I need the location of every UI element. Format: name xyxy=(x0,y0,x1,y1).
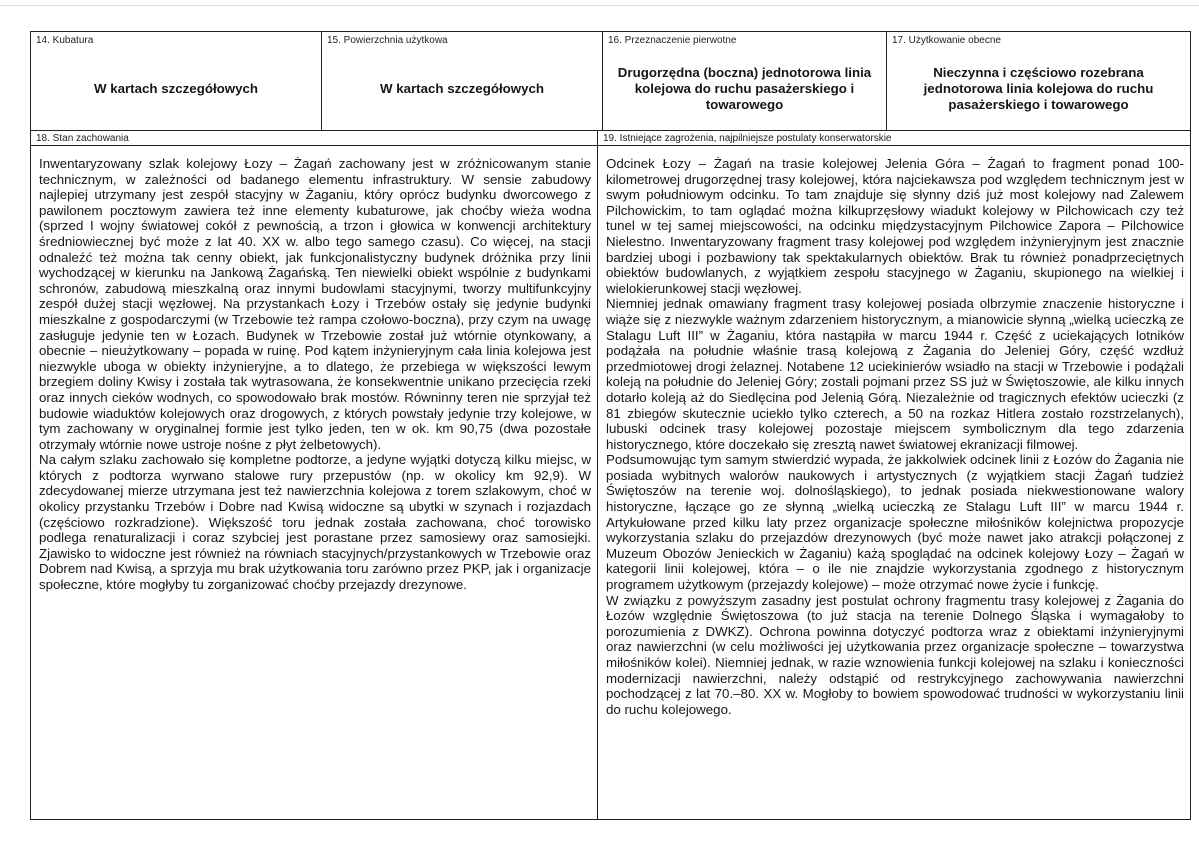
section-label: 18. Stan zachowania xyxy=(36,133,129,144)
field-label: 15. Powierzchnia użytkowa xyxy=(327,35,448,46)
section-zagrozenia xyxy=(598,131,1190,819)
section-stan-zachowania xyxy=(31,131,598,819)
attributes-row xyxy=(31,32,1190,131)
section-body xyxy=(606,156,1184,717)
field-value: W kartach szczegółowych xyxy=(379,81,545,96)
section-label: 19. Istniejące zagrożenia, najpilniejsze postulaty konserwatorskie xyxy=(603,133,892,144)
field-przeznaczenie xyxy=(603,32,887,130)
paragraph: Odcinek Łozy – Żagań na trasie kolejowej Jelenia Góra – Żagań to fragment ponad 100-kilometrowej drugorzędnej trasy kolejowej, która najciekawsza pod względem technicznym jest w swym południowym odcinku. To tam znajduje się słynny dziś już most kolejowy nad Zalewem Pilchowickim, to tam oglądać można kilkuprzęsłowy wiadukt kolejowy w Pilchowicach czy też tunel w tej samej miejscowości, na odcinku międzystacyjnym Pilchowice Zapora – Pilchowice Nielestno. Inwentaryzowany fragment trasy kolejowej pod względem inżynieryjnym jest znacznie bardziej ubogi i pozbawiony tak spektakularnych obiektów. Brak tu również ponadprzeciętnych obiektów budowlanych, z wyjątkiem zespołu stacyjnego w Żaganiu, skupionego na wielkiej i wielokierunkowej stacji węzłowej. xyxy=(606,156,1184,296)
field-kubatura xyxy=(31,32,322,130)
paragraph: Na całym szlaku zachowało się kompletne podtorze, a jedyne wyjątki dotyczą kilku miejsc, w których z podtorza wyrwano stalowe rury przepustów (np. w okolicy km 92,9). W zdecydowanej mierze utrzymana jest też nawierzchnia kolejowa z torem szlakowym, choć w okolicy przystanku Trzebów i Dobre nad Kwisą widoczne są ubytki w szynach i rozjazdach (częściowo rozkradzione). Większość toru jednak została zachowana, choć torowisko podlega renaturalizacji i coraz szybciej jest porastane przez samosiewy oraz samosiejki. Zjawisko to widoczne jest również na równiach stacyjnych/przystankowych w Trzebowie oraz Dobrem nad Kwisą, a sprzyja mu brak użytkowania toru zarówno przez PKP, jak i organizacje społeczne, które mogłyby tu zorganizować choćby przejazdy drezynowe. xyxy=(39,452,591,593)
heritage-record-card xyxy=(30,31,1191,820)
paragraph: W związku z powyższym zasadny jest postulat ochrony fragmentu trasy kolejowej z Żagania do Łozów względnie Świętoszowa (to już stacja na terenie Dolnego Śląska i wymagałoby to porozumienia z DWKZ). Ochrona powinna dotyczyć podtorza wraz z obiektami inżynieryjnymi oraz nawierzchni (w celu możliwości jej użytkowania przez organizacje społeczne – towarzystwa miłośników kolei). Niemniej jednak, w razie wznowienia funkcji kolejowej na szlaku i konieczności modernizacji nawierzchni, należy odstąpić od restrykcyjnego zachowywania nawierzchni pochodzącej z lat 70.–80. XX w. Mogłoby to bowiem spowodować trudności w wykorzystaniu linii do ruchu kolejowego. xyxy=(606,592,1184,717)
field-value: Nieczynna i częściowo rozebrana jednotorowa linia kolejowa do ruchu pasażerskiego i towarowego xyxy=(923,65,1154,112)
paragraph: Niemniej jednak omawiany fragment trasy kolejowej posiada olbrzymie znaczenie historyczne i wiąże się z niezwykle ważnym zdarzeniem historycznym, a mianowicie słynną „wielką ucieczką ze Stalagu Luft III” w Żaganiu, która nastąpiła w marcu 1944 r. Część z uciekających lotników podążała na południe właśnie trasą kolejową z Żagania do Jeleniej Góry, część wzdłuż przedmiotowej drogi żelaznej. Notabene 12 uciekinierów wsiadło na stacji w Trzebowie i podążali koleją na południe do Jeleniej Góry; zostali pojmani przez SS już w Świętoszowie, ale kilku innych dotarło koleją aż do Siedlęcina pod Jelenią Górą. Niezależnie od tragicznych efektów ucieczki (z 81 zbiegów skutecznie uciekło tylko czterech, a 50 na rozkaz Hitlera zostało rozstrzelanych), lubuski odcinek trasy kolejowej pozostaje miejscem symbolicznym dla tego zdarzenia historycznego, które doczekało się zresztą nawet światowej ekranizacji filmowej. xyxy=(606,296,1184,452)
field-uzytkowanie xyxy=(887,32,1190,130)
section-header xyxy=(31,131,597,146)
paragraph: Podsumowując tym samym stwierdzić wypada, że jakkolwiek odcinek linii z Łozów do Żagania nie posiada wybitnych walorów naukowych i artystycznych (z wyjątkiem stacji Żagań tudzież Świętoszów na terenie woj. dolnośląskiego), to jednak posiada niekwestionowane walory historyczne, łączące go ze słynną „wielką ucieczką ze Stalagu Luft III” w marcu 1944 r. Artykułowane przed kilku laty przez organizacje społeczne miłośników kolejnictwa propozycje wykorzystania szlaku do przejazdów drezynowych (być może nawet jako atrakcji połączonej z Muzeum Obozów Jenieckich w Żaganiu) każą spoglądać na odcinek kolejowy Łozy – Żagań w kategorii linii kolejowej, która – o ile nie znajdzie wykorzystania zgodnego z historycznym programem użytkowym (przejazdy kolejowe) – może otrzymać nowe życie i funkcję. xyxy=(606,452,1184,593)
field-value: W kartach szczegółowych xyxy=(93,81,259,96)
paragraph: Inwentaryzowany szlak kolejowy Łozy – Żagań zachowany jest w zróżnicowanym stanie technicznym, w zależności od badanego elementu infrastruktury. W sensie zabudowy najlepiej utrzymany jest zespół stacyjny w Żaganiu, który oprócz budynku dworcowego z pawilonem pocztowym zawiera też inne elementy kubaturowe, jak choćby wieża wodna (sprzed I wojny światowej cokół z pewnością, a trzon i głowica w konwencji architektury średniowiecznej być może z lat 40. XX w. albo tego samego czasu). Co więcej, na stacji odnaleźć też można tak cenny obiekt, jak funkcjonalistyczny budynek dróżnika przy linii wychodzącej w kierunku na Jankową Żagańską. Ten niewielki obiekt wspólnie z budynkami schronów, zabudową mieszkalną oraz innymi budowlami stacyjnymi, tworzy multifunkcyjny zespół dużej stacji węzłowej. Na przystankach Łozy i Trzebów ostały się jedynie budynki mieszkalne z gospodarczymi (w Trzebowie też rampa czołowo-boczna), przy czym na uwagę zasługuje jedynie ten w Łozach. Budynek w Trzebowie został już wtórnie otynkowany, a obecnie – nieużytkowany – popada w ruinę. Pod kątem inżynieryjnym cała linia kolejowa jest niezwykle uboga w obiekty inżynieryjne, a to dlatego, że przebiega w większości lewym brzegiem doliny Kwisy i została tak wytrasowana, że konsekwentnie unikano przecięcia rzeki oraz innych cieków wodnych, co spowodowało brak mostów. Równinny teren nie sprzyjał też budowie wiaduktów kolejowych oraz drogowych, z których powstały jedynie trzy kolejowe, w tym zachowany w oryginalnej formie jest tylko jeden, ten w ok. km 90,75 (dwa pozostałe otrzymały wtórnie nowe ustroje nośne z płyt żelbetowych). xyxy=(39,156,591,452)
field-label: 17. Użytkowanie obecne xyxy=(892,35,1001,46)
field-value: Drugorzędna (boczna) jednotorowa linia kolejowa do ruchu pasażerskiego i towarowego xyxy=(617,65,872,112)
scan-top-edge xyxy=(0,5,1199,6)
section-header xyxy=(598,131,1190,146)
field-label: 14. Kubatura xyxy=(36,35,94,46)
description-row xyxy=(31,131,1190,819)
field-powierzchnia xyxy=(322,32,603,130)
section-body xyxy=(39,156,591,593)
field-label: 16. Przeznaczenie pierwotne xyxy=(608,35,737,46)
